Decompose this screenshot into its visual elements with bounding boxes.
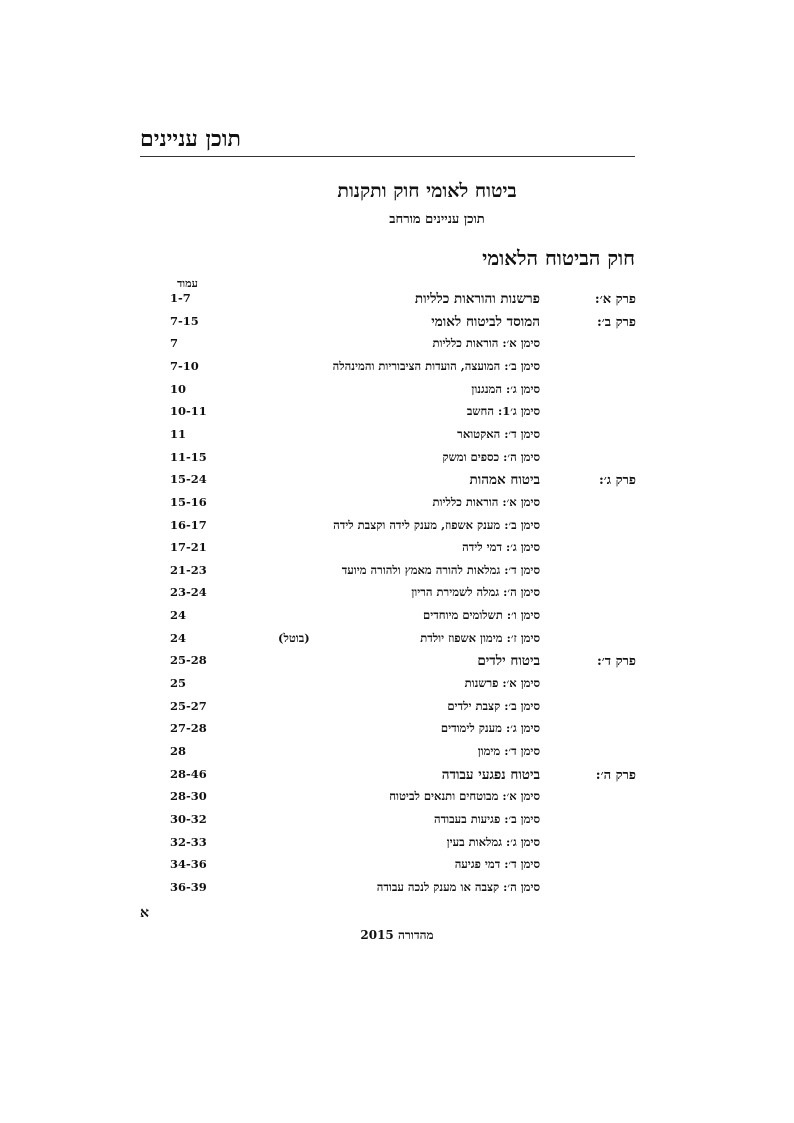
section-title: סימן ב׳: מענק אשפוז, מענק לידה וקצבת לידה: [333, 517, 540, 532]
toc-section-row: [140, 495, 636, 517]
page-range: 28-46: [170, 766, 207, 781]
page-range: 15-24: [170, 472, 207, 487]
page-range: 7-15: [170, 313, 199, 328]
toc-section-row: [140, 676, 636, 698]
document-title-wrap: [0, 180, 794, 203]
chapter-label: פרק א׳:: [594, 292, 636, 307]
page-range: 34-36: [170, 857, 207, 872]
section-title: סימן א׳: פרשנות: [464, 676, 540, 691]
section-title: סימן ב׳: המועצה, הועדות הציבוריות והמינהלה: [332, 358, 540, 373]
section-title: סימן ד׳: האקטואר: [457, 426, 540, 441]
toc-section-row: [140, 404, 636, 426]
chapter-title: ביטוח נפגעי עבודה: [441, 766, 540, 783]
page-range: 16-17: [170, 517, 207, 532]
chapter-label: פרק ב׳:: [596, 314, 636, 330]
chapter-title: פרשנות והוראות כלליות: [414, 291, 540, 307]
toc-section-row: [140, 812, 636, 834]
section-title: סימן ו׳: תשלומים מיוחדים: [423, 608, 540, 623]
page-range: 21-23: [170, 562, 207, 577]
toc-section-row: [140, 563, 636, 585]
toc-chapter-row: [140, 767, 636, 789]
section-title: סימן ג׳: מענק לימודים: [440, 721, 540, 736]
section-title: סימן ג׳: המנגנון: [471, 381, 540, 396]
page-range: 28-30: [170, 789, 207, 804]
chapter-label: פרק ה׳:: [595, 767, 636, 783]
toc-section-row: [140, 608, 636, 630]
toc-section-row: [140, 427, 636, 449]
section-title: סימן ב׳: פגיעות בעבודה: [434, 811, 540, 826]
section-title: סימן ה׳: קצבה או מענק לנכה עבודה: [376, 879, 540, 894]
toc-section-row: [140, 540, 636, 562]
toc-section-row: [140, 699, 636, 721]
document-title: ביטוח לאומי חוק ותקנות: [337, 180, 517, 202]
section-title: סימן א׳: הוראות כלליות: [432, 494, 540, 509]
section-title: סימן ה׳: גמלה לשמירת הריון: [411, 585, 540, 600]
page-heading: תוכן עניינים: [140, 126, 241, 152]
toc-section-row: [140, 359, 636, 381]
page-range: 25-27: [170, 698, 207, 713]
toc-chapter-row: [140, 472, 636, 494]
page-range: 24: [170, 608, 187, 623]
toc-section-row: [140, 382, 636, 404]
page-range: 7-10: [170, 358, 199, 373]
section-title: סימן ד׳: גמלאות להורה מאמץ ולהורה מיועד: [341, 562, 540, 577]
law-title: חוק הביטוח הלאומי: [482, 246, 635, 270]
page-range: 10-11: [170, 404, 207, 419]
document-subtitle: תוכן עניינים מורחב: [389, 212, 485, 227]
chapter-label: פרק ג׳:: [598, 473, 636, 489]
page-letter: א: [140, 905, 149, 921]
chapter-label: פרק ד׳:: [597, 654, 636, 670]
chapter-title: המוסד לביטוח לאומי: [431, 313, 540, 330]
page-range: 28: [170, 744, 187, 758]
toc-section-row: [140, 789, 636, 811]
page-range: 11: [170, 426, 187, 441]
page-range: 36-39: [170, 879, 207, 894]
page-range: 10: [170, 381, 187, 396]
toc-section-row: [140, 518, 636, 540]
chapter-title: ביטוח אמהות: [469, 472, 540, 489]
section-title: סימן ה׳: כספים ומשק: [442, 449, 540, 464]
toc-chapter-row: [140, 314, 636, 336]
edition-label: מהדורה 2015: [360, 928, 434, 942]
section-title: סימן ג׳1: החשב: [466, 404, 540, 419]
heading-divider: [140, 156, 635, 157]
document-subtitle-wrap: [0, 211, 794, 227]
page-range: 15-16: [170, 494, 207, 509]
section-title: סימן ד׳: דמי פגיעה: [454, 857, 540, 872]
page-column-header: עמוד: [177, 277, 198, 290]
chapter-title: ביטוח ילדים: [477, 653, 540, 670]
page-range: 23-24: [170, 585, 207, 600]
toc-section-row: [140, 336, 636, 358]
page-range: 7: [170, 336, 179, 351]
page-range: 27-28: [170, 721, 207, 736]
toc-section-row: [140, 721, 636, 743]
section-title: סימן א׳: מבוטחים ותנאים לביטוח: [389, 789, 540, 804]
section-title: סימן ב׳: קצבת ילדים: [447, 698, 540, 713]
toc-chapter-row: [140, 291, 636, 313]
page-range: 11-15: [170, 449, 207, 464]
section-title: סימן ג׳: דמי לידה: [462, 540, 540, 555]
toc-section-row: [140, 880, 636, 902]
section-title: סימן ז׳: מימון אשפוז יולדת: [420, 630, 540, 645]
toc-section-row: [140, 857, 636, 879]
section-title: סימן ד׳: מימון: [477, 744, 540, 758]
toc-section-row: [140, 585, 636, 607]
toc-section-row: [140, 631, 636, 653]
page-range: 24: [170, 630, 187, 645]
entry-note: (בוטל): [278, 630, 310, 645]
page-range: 25-28: [170, 653, 207, 668]
section-title: סימן ג׳: גמלאות בעין: [446, 834, 540, 849]
page-range: 30-32: [170, 811, 207, 826]
toc-chapter-row: [140, 653, 636, 675]
page-range: 32-33: [170, 834, 207, 849]
section-title: סימן א׳: הוראות כלליות: [432, 336, 540, 351]
toc-section-row: [140, 744, 636, 766]
page-range: 17-21: [170, 540, 207, 555]
page-range: 1-7: [170, 291, 191, 305]
toc-section-row: [140, 450, 636, 472]
toc-section-row: [140, 835, 636, 857]
page-range: 25: [170, 676, 187, 691]
